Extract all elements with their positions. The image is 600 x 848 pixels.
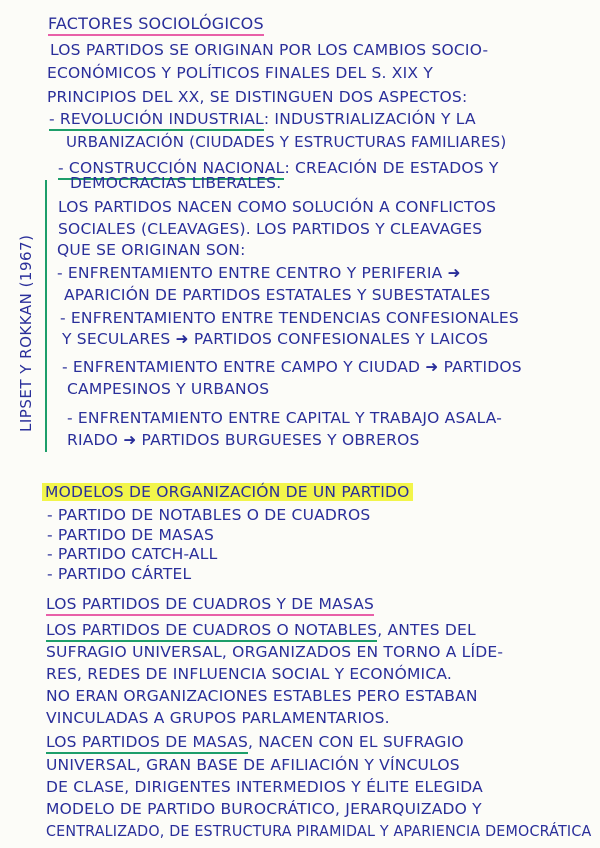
paragraph-text: , NACEN CON EL SUFRAGIO xyxy=(248,733,464,751)
text-line: NO ERAN ORGANIZACIONES ESTABLES PERO ESTABAN xyxy=(46,687,478,705)
list-item: - ENFRENTAMIENTO ENTRE CAPITAL Y TRABAJO ASALA- xyxy=(67,409,503,427)
list-text: : CREACIÓN DE ESTADOS Y xyxy=(284,159,499,177)
text-line: RIADO ➜ PARTIDOS BURGUESES Y OBREROS xyxy=(67,431,420,449)
text-line: URBANIZACIÓN (CIUDADES Y ESTRUCTURAS FAMILIARES) xyxy=(66,133,507,151)
text-line: VINCULADAS A GRUPOS PARLAMENTARIOS. xyxy=(46,709,390,727)
sidebar-label: LIPSET Y ROKKAN (1967) xyxy=(17,234,35,432)
text-line: DE CLASE, DIRIGENTES INTERMEDIOS Y ÉLITE ELEGIDA xyxy=(46,778,483,796)
list-item: - ENFRENTAMIENTO ENTRE CENTRO Y PERIFERIA ➜ xyxy=(57,264,461,282)
list-text: : INDUSTRIALIZACIÓN Y LA xyxy=(263,110,476,128)
list-item: - PARTIDO CATCH-ALL xyxy=(47,545,218,563)
text-line: PRINCIPIOS DEL XX, SE DISTINGUEN DOS ASPECTOS: xyxy=(47,88,468,106)
section-title: FACTORES SOCIOLÓGICOS xyxy=(48,14,264,36)
paragraph-start xyxy=(46,621,476,639)
text-line: LOS PARTIDOS SE ORIGINAN POR LOS CAMBIOS SOCIO- xyxy=(50,41,489,59)
margin-bracket xyxy=(45,180,47,452)
list-term: - CONSTRUCCIÓN NACIONAL xyxy=(58,159,284,180)
text-line: Y SECULARES ➜ PARTIDOS CONFESIONALES Y LAICOS xyxy=(62,330,489,348)
list-item: - ENFRENTAMIENTO ENTRE CAMPO Y CIUDAD ➜ PARTIDOS xyxy=(62,358,522,376)
list-item xyxy=(49,110,476,128)
list-item: - PARTIDO DE NOTABLES O DE CUADROS xyxy=(47,506,371,524)
section-title: LOS PARTIDOS DE CUADROS Y DE MASAS xyxy=(46,595,374,616)
text-line: UNIVERSAL, GRAN BASE DE AFILIACIÓN Y VÍNCULOS xyxy=(46,756,460,774)
paragraph-start xyxy=(46,733,464,751)
list-term: - REVOLUCIÓN INDUSTRIAL xyxy=(49,110,264,131)
text-line: DEMOCRACIAS LIBERALES. xyxy=(70,174,282,192)
text-line: RES, REDES DE INFLUENCIA SOCIAL Y ECONÓMICA. xyxy=(46,665,453,683)
list-item: - ENFRENTAMIENTO ENTRE TENDENCIAS CONFESIONALES xyxy=(60,309,519,327)
list-item: - PARTIDO DE MASAS xyxy=(47,526,215,544)
text-line: CAMPESINOS Y URBANOS xyxy=(67,380,270,398)
highlighted-title: MODELOS DE ORGANIZACIÓN DE UN PARTIDO xyxy=(42,483,413,501)
text-line: ECONÓMICOS Y POLÍTICOS FINALES DEL S. XIX Y xyxy=(47,64,433,82)
text-line: CENTRALIZADO, DE ESTRUCTURA PIRAMIDAL Y APARIENCIA DEMOCRÁTICA xyxy=(46,822,592,840)
paragraph-text: , ANTES DEL xyxy=(377,621,476,639)
text-line: QUE SE ORIGINAN SON: xyxy=(57,241,246,259)
text-line: SOCIALES (CLEAVAGES). LOS PARTIDOS Y CLEAVAGES xyxy=(58,220,483,238)
text-line: MODELO DE PARTIDO BUROCRÁTICO, JERARQUIZADO Y xyxy=(46,800,482,818)
list-item: - PARTIDO CÁRTEL xyxy=(47,565,192,583)
paragraph-term: LOS PARTIDOS DE CUADROS O NOTABLES xyxy=(46,621,377,642)
paragraph-term: LOS PARTIDOS DE MASAS xyxy=(46,733,248,754)
section-heading xyxy=(42,483,413,501)
text-line: LOS PARTIDOS NACEN COMO SOLUCIÓN A CONFLICTOS xyxy=(58,198,497,216)
text-line: SUFRAGIO UNIVERSAL, ORGANIZADOS EN TORNO A LÍDE- xyxy=(46,643,504,661)
text-line: APARICIÓN DE PARTIDOS ESTATALES Y SUBESTATALES xyxy=(64,286,491,304)
